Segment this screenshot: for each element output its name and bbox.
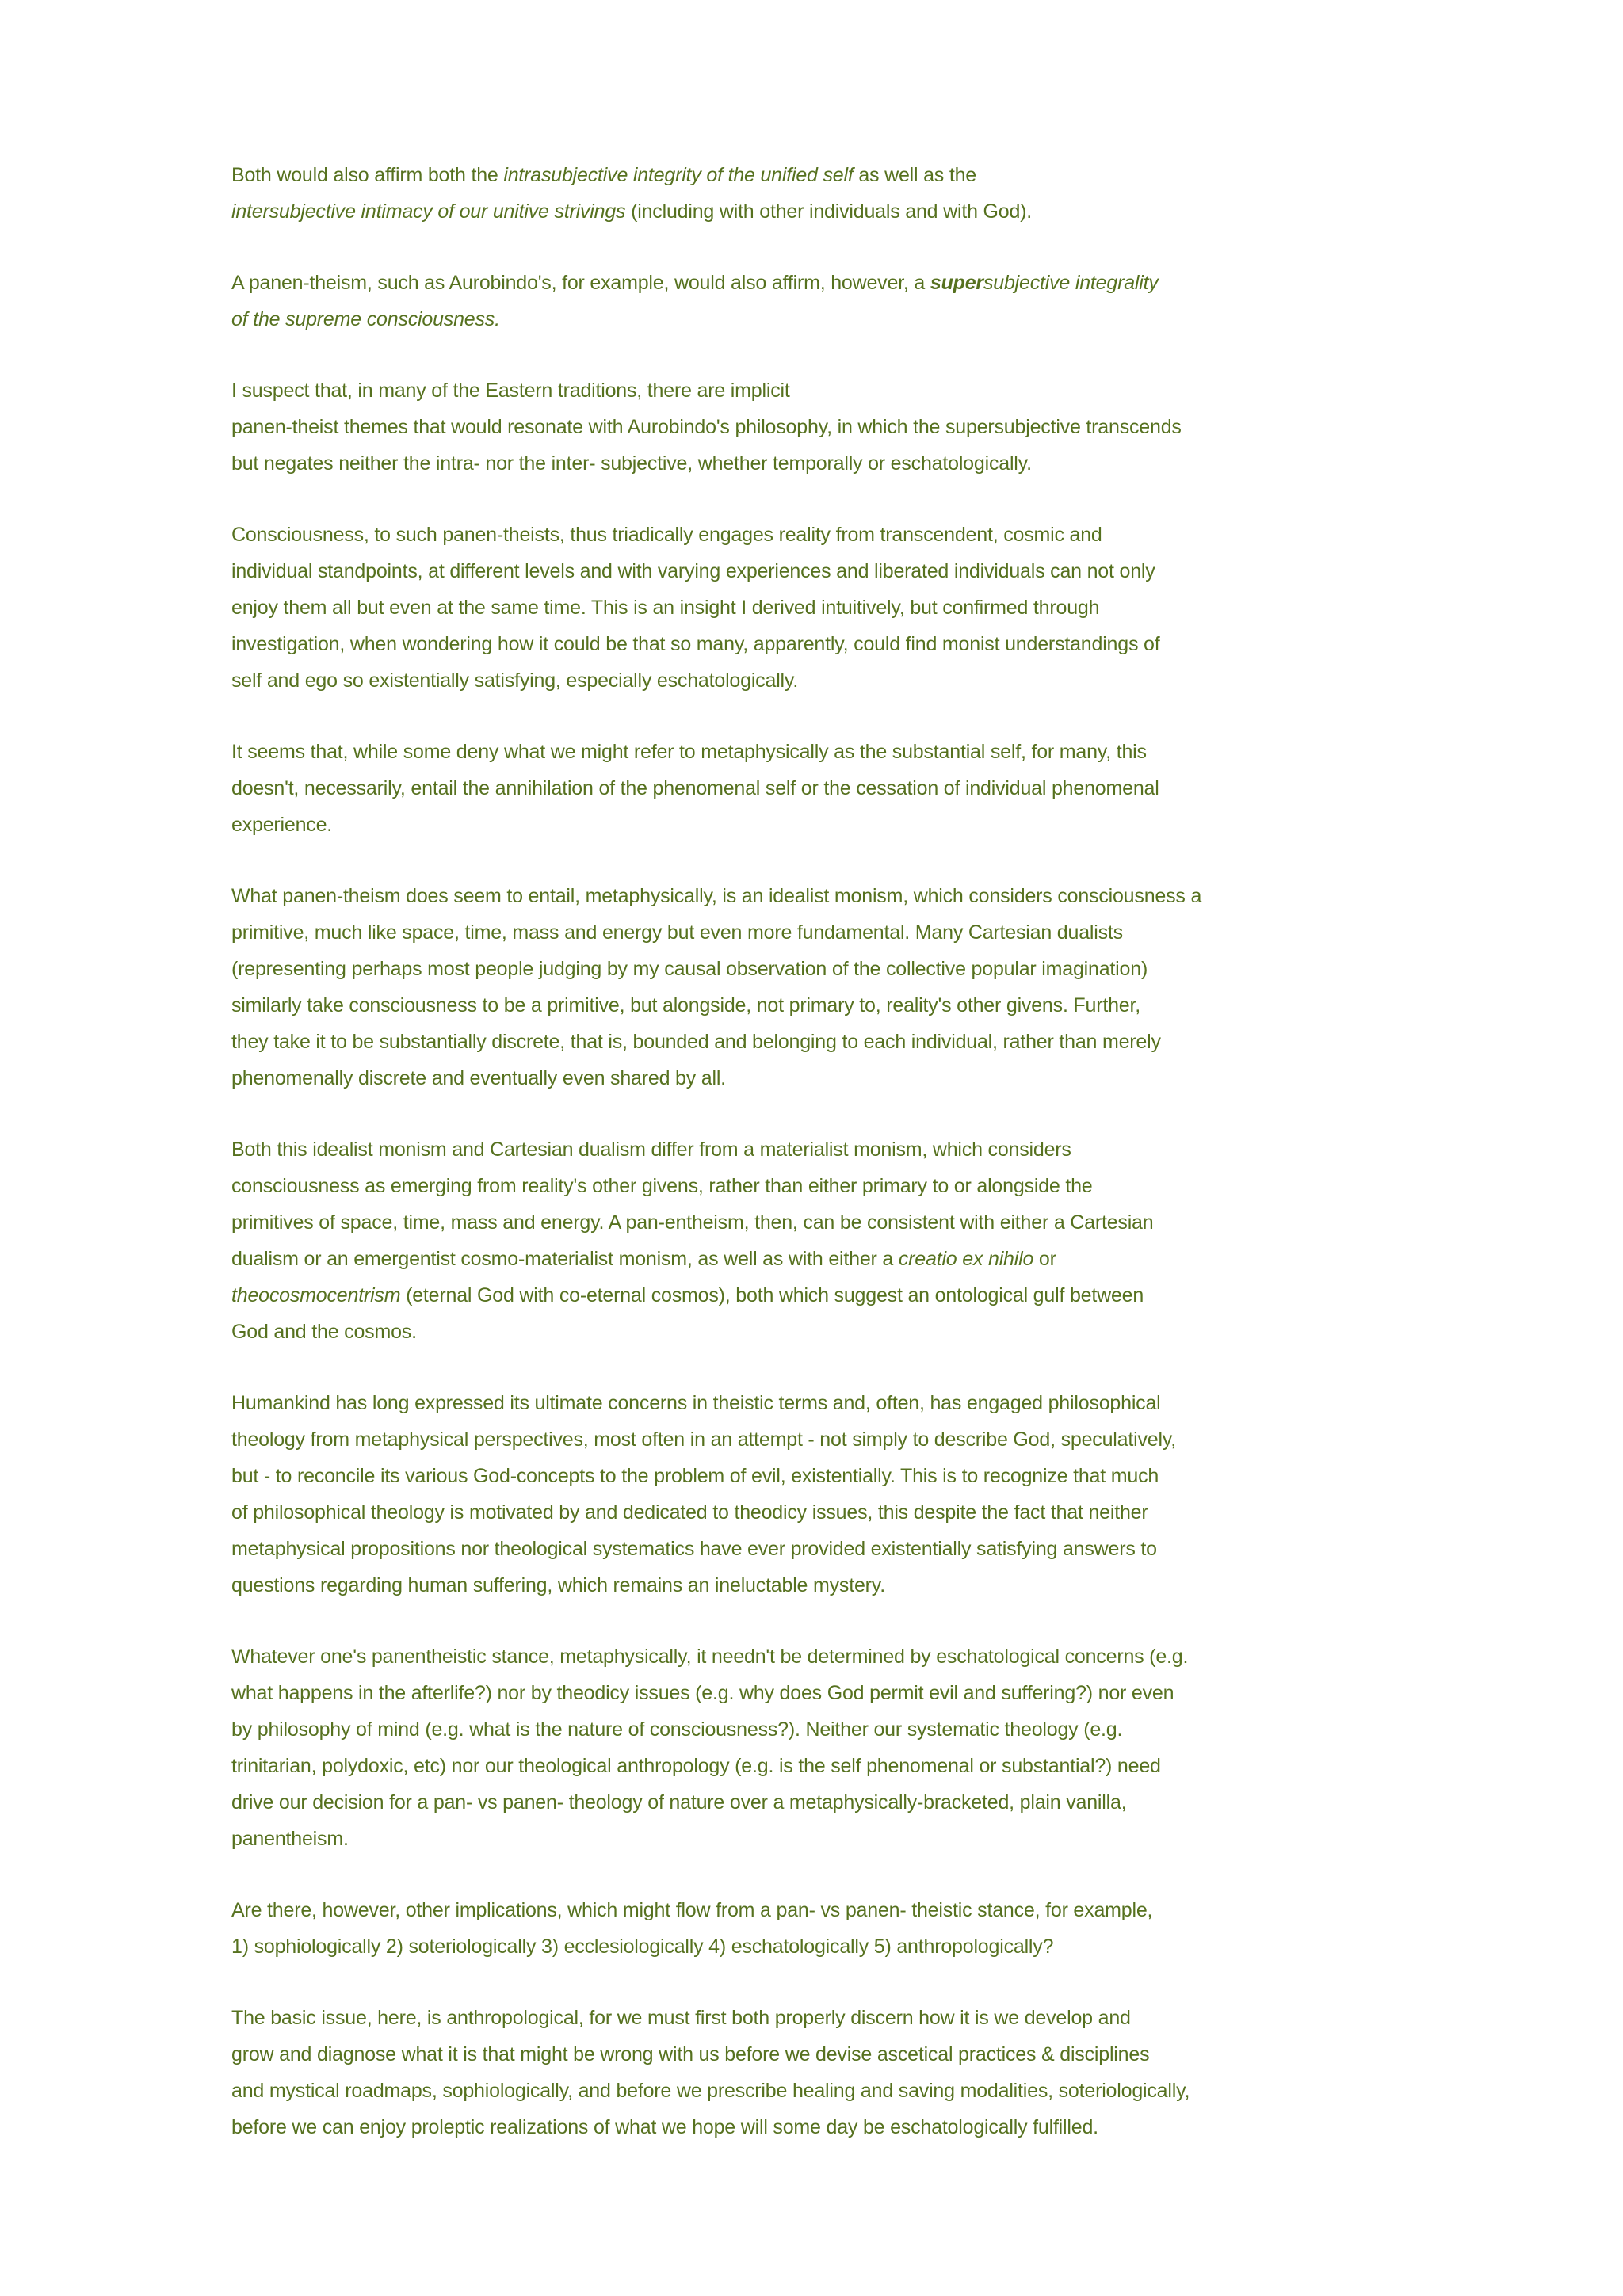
text-run: panentheism.	[231, 1828, 349, 1850]
text-line	[231, 1060, 1420, 1097]
text-line	[231, 734, 1420, 770]
text-line	[231, 1821, 1420, 1857]
text-run: enjoy them all but even at the same time. This is an insight I derived intuitively, but confirmed through	[231, 597, 1100, 619]
italic-text: subjective integrality	[983, 272, 1159, 294]
paragraph	[231, 734, 1420, 843]
text-run: (representing perhaps most people judging by my causal observation of the collective popular imagination)	[231, 958, 1148, 980]
paragraph	[231, 157, 1420, 230]
emphasis-bold-text: super	[930, 272, 983, 294]
text-line	[231, 1675, 1420, 1711]
text-run: metaphysical propositions nor theological systematics have ever provided existentially satisfying answers to	[231, 1538, 1157, 1560]
text-run: but - to reconcile its various God-concepts to the problem of evil, existentially. This is to recognize that much	[231, 1465, 1159, 1487]
text-line	[231, 1241, 1420, 1277]
italic-text: creatio ex nihilo	[898, 1248, 1034, 1270]
text-run: what happens in the afterlife?) nor by theodicy issues (e.g. why does God permit evil and suffering?) nor even	[231, 1682, 1174, 1704]
text-line	[231, 662, 1420, 699]
text-run: primitive, much like space, time, mass and energy but even more fundamental. Many Cartesian dualists	[231, 921, 1123, 944]
text-run: phenomenally discrete and eventually even shared by all.	[231, 1067, 726, 1089]
paragraph	[231, 265, 1420, 338]
paragraph	[231, 878, 1420, 1097]
text-run: similarly take consciousness to be a primitive, but alongside, not primary to, reality's other givens. Further,	[231, 994, 1140, 1016]
text-line	[231, 1458, 1420, 1494]
text-run: investigation, when wondering how it could be that so many, apparently, could find monist understandings of	[231, 633, 1160, 655]
paragraph	[231, 1131, 1420, 1350]
text-line	[231, 1567, 1420, 1604]
text-run: as well as the	[853, 164, 977, 186]
text-line	[231, 409, 1420, 445]
text-run: of philosophical theology is motivated by and dedicated to theodicy issues, this despite the fact that neither	[231, 1501, 1148, 1524]
text-run: theology from metaphysical perspectives, most often in an attempt - not simply to describe God, speculatively,	[231, 1428, 1176, 1451]
text-line	[231, 1892, 1420, 1928]
text-line	[231, 157, 1420, 193]
text-run: What panen-theism does seem to entail, metaphysically, is an idealist monism, which considers consciousness a	[231, 885, 1202, 907]
text-run: grow and diagnose what it is that might be wrong with us before we devise ascetical practices & disciplines	[231, 2043, 1150, 2065]
text-line	[231, 517, 1420, 553]
text-run: dualism or an emergentist cosmo-materialist monism, as well as with either a	[231, 1248, 899, 1270]
text-run: before we can enjoy proleptic realizations of what we hope will some day be eschatologically fulfilled.	[231, 2116, 1098, 2138]
text-run: questions regarding human suffering, which remains an ineluctable mystery.	[231, 1574, 885, 1596]
italic-text: theocosmocentrism	[231, 1284, 401, 1306]
text-line	[231, 951, 1420, 987]
text-run: experience.	[231, 814, 333, 836]
text-run: The basic issue, here, is anthropological, for we must first both properly discern how it is we develop and	[231, 2007, 1131, 2029]
paragraph	[231, 1638, 1420, 1857]
text-run: primitives of space, time, mass and energy. A pan-entheism, then, can be consistent with either a Cartesian	[231, 1211, 1154, 1234]
text-line	[231, 1928, 1420, 1965]
text-run: Whatever one's panentheistic stance, metaphysically, it needn't be determined by eschatological concerns (e.g.	[231, 1646, 1189, 1668]
text-line	[231, 445, 1420, 482]
text-line	[231, 2109, 1420, 2145]
text-run: doesn't, necessarily, entail the annihilation of the phenomenal self or the cessation of individual phenomenal	[231, 777, 1159, 799]
text-line	[231, 2000, 1420, 2036]
text-line	[231, 193, 1420, 230]
text-run: panen-theist themes that would resonate with Aurobindo's philosophy, in which the supersubjective transcends	[231, 416, 1182, 438]
text-run: self and ego so existentially satisfying, especially eschatologically.	[231, 669, 799, 692]
text-line	[231, 1024, 1420, 1060]
text-run: Are there, however, other implications, which might flow from a pan- vs panen- theistic stance, for example,	[231, 1899, 1153, 1921]
paragraph	[231, 372, 1420, 482]
document-page	[231, 157, 1420, 2145]
text-line	[231, 914, 1420, 951]
text-line	[231, 589, 1420, 626]
text-line	[231, 807, 1420, 843]
text-run: they take it to be substantially discrete, that is, bounded and belonging to each individual, rather than merely	[231, 1031, 1161, 1053]
text-run: Consciousness, to such panen-theists, thus triadically engages reality from transcendent, cosmic and	[231, 524, 1102, 546]
text-run: but negates neither the intra- nor the inter- subjective, whether temporally or eschatologically.	[231, 452, 1032, 475]
italic-text: intrasubjective integrity of the unified self	[503, 164, 854, 186]
text-line	[231, 1204, 1420, 1241]
paragraph	[231, 1385, 1420, 1604]
text-line	[231, 553, 1420, 589]
text-line	[231, 770, 1420, 807]
text-line	[231, 987, 1420, 1024]
text-line	[231, 1314, 1420, 1350]
text-run: (including with other individuals and with God).	[625, 200, 1033, 223]
text-run: and mystical roadmaps, sophiologically, and before we prescribe healing and saving modalities, soteriologically,	[231, 2080, 1190, 2102]
text-run: I suspect that, in many of the Eastern traditions, there are implicit	[231, 379, 790, 402]
text-run: God and the cosmos.	[231, 1321, 417, 1343]
text-line	[231, 878, 1420, 914]
text-run: (eternal God with co-eternal cosmos), both which suggest an ontological gulf between	[400, 1284, 1144, 1306]
text-line	[231, 1784, 1420, 1821]
text-line	[231, 2036, 1420, 2073]
text-line	[231, 1277, 1420, 1314]
text-line	[231, 2073, 1420, 2109]
paragraph	[231, 2000, 1420, 2145]
text-run: consciousness as emerging from reality's other givens, rather than either primary to or alongside the	[231, 1175, 1093, 1197]
text-line	[231, 1385, 1420, 1421]
text-line	[231, 1748, 1420, 1784]
paragraph	[231, 517, 1420, 699]
text-line	[231, 1531, 1420, 1567]
italic-text: of the supreme consciousness.	[231, 308, 500, 330]
text-run: individual standpoints, at different levels and with varying experiences and liberated individuals can not only	[231, 560, 1155, 582]
text-line	[231, 1638, 1420, 1675]
text-line	[231, 1494, 1420, 1531]
text-run: 1) sophiologically 2) soteriologically 3) ecclesiologically 4) eschatologically 5) anthropologically?	[231, 1936, 1054, 1958]
text-line	[231, 1711, 1420, 1748]
text-line	[231, 1421, 1420, 1458]
text-run: Both this idealist monism and Cartesian dualism differ from a materialist monism, which considers	[231, 1138, 1071, 1161]
text-run: or	[1033, 1248, 1056, 1270]
text-run: drive our decision for a pan- vs panen- theology of nature over a metaphysically-bracketed, plain vanilla,	[231, 1791, 1127, 1814]
text-line	[231, 265, 1420, 301]
text-run: trinitarian, polydoxic, etc) nor our theological anthropology (e.g. is the self phenomenal or substantial?) need	[231, 1755, 1161, 1777]
text-line	[231, 1168, 1420, 1204]
text-line	[231, 372, 1420, 409]
paragraph	[231, 1892, 1420, 1965]
text-run: A panen-theism, such as Aurobindo's, for example, would also affirm, however, a	[231, 272, 930, 294]
text-line	[231, 1131, 1420, 1168]
text-run: by philosophy of mind (e.g. what is the nature of consciousness?). Neither our systematic theology (e.g.	[231, 1718, 1123, 1741]
italic-text: intersubjective intimacy of our unitive strivings	[231, 200, 626, 223]
text-line	[231, 301, 1420, 338]
text-line	[231, 626, 1420, 662]
text-run: Both would also affirm both the	[231, 164, 504, 186]
text-run: It seems that, while some deny what we might refer to metaphysically as the substantial self, for many, this	[231, 741, 1147, 763]
text-run: Humankind has long expressed its ultimate concerns in theistic terms and, often, has engaged philosophical	[231, 1392, 1161, 1414]
